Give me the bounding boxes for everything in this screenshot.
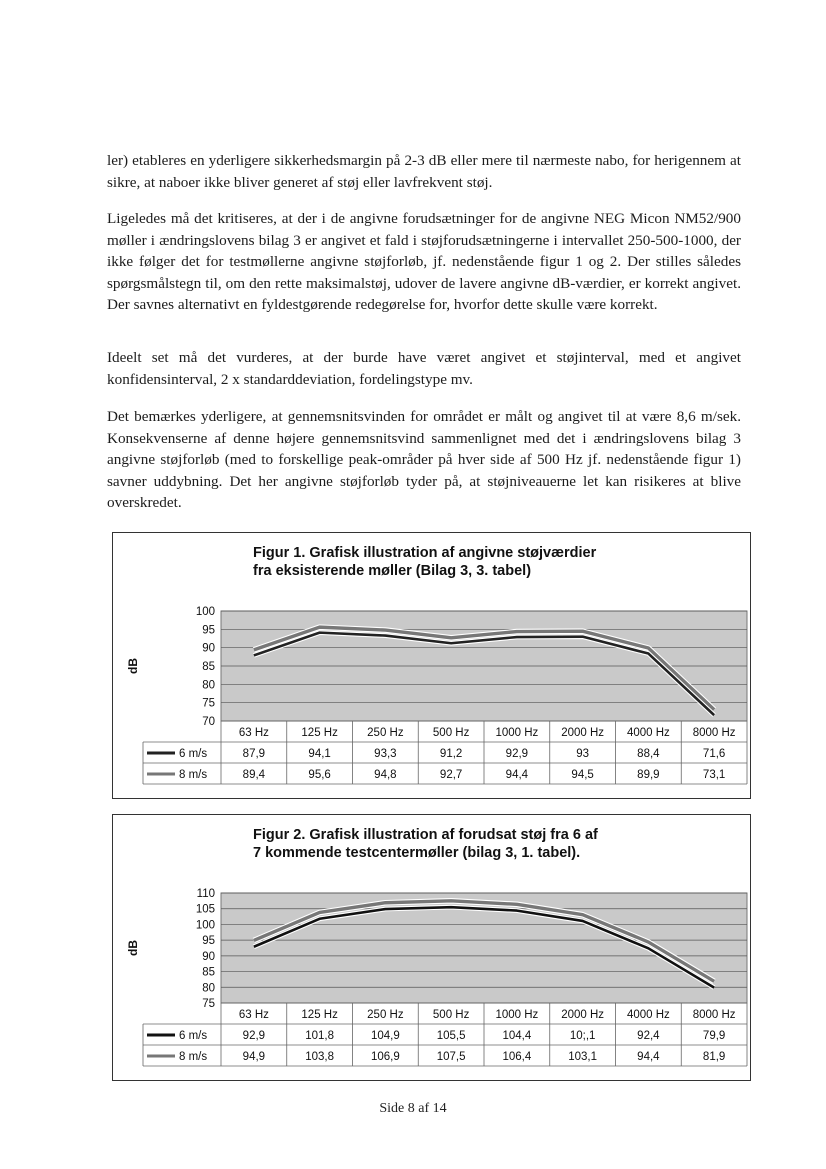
category-label: 63 Hz <box>238 727 269 739</box>
figure-2-chart <box>113 815 752 1082</box>
data-label: 73,1 <box>702 769 726 781</box>
data-label: 94,9 <box>242 1051 266 1063</box>
category-label: 4000 Hz <box>626 1009 670 1021</box>
y-axis-label: dB <box>126 658 140 674</box>
data-label: 106,9 <box>370 1051 400 1063</box>
y-tick-label: 105 <box>195 903 215 916</box>
y-tick-label: 85 <box>202 966 215 979</box>
category-label: 500 Hz <box>432 1009 470 1021</box>
category-label: 125 Hz <box>301 727 338 739</box>
data-label: 95,6 <box>308 769 331 781</box>
data-label: 87,9 <box>242 748 266 760</box>
data-label: 92,7 <box>439 769 463 781</box>
data-label: 94,4 <box>637 1051 660 1063</box>
figure-2-title-line-2: 7 kommende testcentermøller (bilag 3, 1. tabel). <box>253 845 581 861</box>
data-label: 104,9 <box>370 1030 400 1042</box>
figure-1-title-line-2: fra eksisterende møller (Bilag 3, 3. tabel) <box>253 563 532 579</box>
y-tick-label: 75 <box>202 697 215 710</box>
y-tick-label: 80 <box>202 679 215 692</box>
y-tick-label: 90 <box>202 950 215 963</box>
data-label: 104,4 <box>502 1030 532 1042</box>
data-label: 101,8 <box>305 1030 335 1042</box>
figure-1-chart <box>113 533 752 800</box>
paragraph-2: Ligeledes må det kritiseres, at der i de angivne forudsætninger for de angivne NEG Micon NM52/900 møller i ændringslovens bilag 3 er angivet et fald i støjforudsætningerne i intervallet 250-500-1000, der ikke følger det for testmøllerne angivne støjforløb, jf. nedenstående figur 1 og 2. Der stilles således spørgsmålstegn til, om den rette maksimalstøj, udover de lavere angivne dB-værdier, er korrekt angivet. Der savnes alternativt en fyldestgørende redegørelse for, hvorfor dette skulle være korrekt. <box>107 210 741 313</box>
data-label: 91,2 <box>439 748 463 760</box>
y-tick-label: 80 <box>202 982 215 995</box>
legend-label: 8 m/s <box>179 1051 208 1063</box>
data-label: 106,4 <box>502 1051 532 1063</box>
data-label: 105,5 <box>436 1030 466 1042</box>
data-label: 103,8 <box>305 1051 335 1063</box>
paragraph-1: ler) etableres en yderligere sikkerhedsmargin på 2-3 dB eller mere til nærmeste nabo, for herigennem at sikre, at naboer ikke bliver generet af støj eller lavfrekvent støj. <box>107 152 741 191</box>
paragraph-3: Ideelt set må det vurderes, at der burde have været angivet et støjinterval, med et angivet konfidensinterval, 2 x standarddeviation, fordelingstype mv. <box>107 349 741 388</box>
y-tick-label: 110 <box>196 888 215 900</box>
category-label: 8000 Hz <box>692 1009 736 1021</box>
category-label: 2000 Hz <box>561 727 605 739</box>
data-label: 81,9 <box>702 1051 726 1063</box>
data-label: 93 <box>576 748 590 760</box>
category-label: 125 Hz <box>301 1009 338 1021</box>
category-label: 4000 Hz <box>626 727 670 739</box>
figure-1 <box>112 532 751 799</box>
category-label: 250 Hz <box>367 727 404 739</box>
category-label: 8000 Hz <box>692 727 736 739</box>
y-tick-label: 95 <box>202 935 215 948</box>
y-tick-label: 90 <box>202 642 215 655</box>
data-label: 93,3 <box>374 748 397 760</box>
data-label: 79,9 <box>702 1030 726 1042</box>
y-tick-label: 85 <box>202 661 215 673</box>
page-footer: Side 8 af 14 <box>379 1101 447 1116</box>
data-label: 94,5 <box>571 769 594 781</box>
data-label: 92,9 <box>242 1030 266 1042</box>
y-tick-label: 70 <box>202 716 215 728</box>
y-axis-label: dB <box>126 940 140 956</box>
data-label: 89,9 <box>637 769 660 781</box>
data-label: 88,4 <box>637 748 660 760</box>
figure-1-title-line-1: Figur 1. Grafisk illustration af angivne støjværdier <box>253 545 597 561</box>
y-tick-label: 75 <box>202 998 215 1010</box>
category-label: 500 Hz <box>432 727 470 739</box>
category-label: 1000 Hz <box>495 727 539 739</box>
data-label: 92,4 <box>637 1030 660 1042</box>
data-label: 92,9 <box>505 748 529 760</box>
data-label: 10;,1 <box>569 1030 596 1042</box>
legend-label: 6 m/s <box>179 748 208 760</box>
data-label: 71,6 <box>702 748 726 760</box>
data-label: 103,1 <box>568 1051 598 1063</box>
category-label: 63 Hz <box>238 1009 269 1021</box>
category-label: 1000 Hz <box>495 1009 539 1021</box>
data-label: 94,1 <box>308 748 331 760</box>
data-label: 107,5 <box>436 1051 466 1063</box>
data-label: 94,8 <box>374 769 397 781</box>
figure-2 <box>112 814 751 1081</box>
y-tick-label: 100 <box>195 919 215 932</box>
data-label: 94,4 <box>505 769 529 781</box>
legend-label: 8 m/s <box>179 769 208 781</box>
y-tick-label: 95 <box>202 624 215 637</box>
y-tick-label: 100 <box>195 606 215 618</box>
legend-label: 6 m/s <box>179 1030 208 1042</box>
data-label: 89,4 <box>242 769 266 781</box>
category-label: 2000 Hz <box>561 1009 605 1021</box>
figure-2-title-line-1: Figur 2. Grafisk illustration af forudsat støj fra 6 af <box>253 827 598 843</box>
paragraph-4: Det bemærkes yderligere, at gennemsnitsvinden for området er målt og angivet til at være 8,6 m/sek. Konsekvenserne af denne højere gennemsnitsvind sammenlignet med det i ændringslovens bilag 3 angivne støjforløb (med to forskellige peak-områder på hver side af 500 Hz jf. nedenstående figur 1) savner uddybning. Det her angivne støjforløb tyder på, at støjniveauerne let kan risikeres at blive overskredet. <box>107 408 741 511</box>
category-label: 250 Hz <box>367 1009 404 1021</box>
